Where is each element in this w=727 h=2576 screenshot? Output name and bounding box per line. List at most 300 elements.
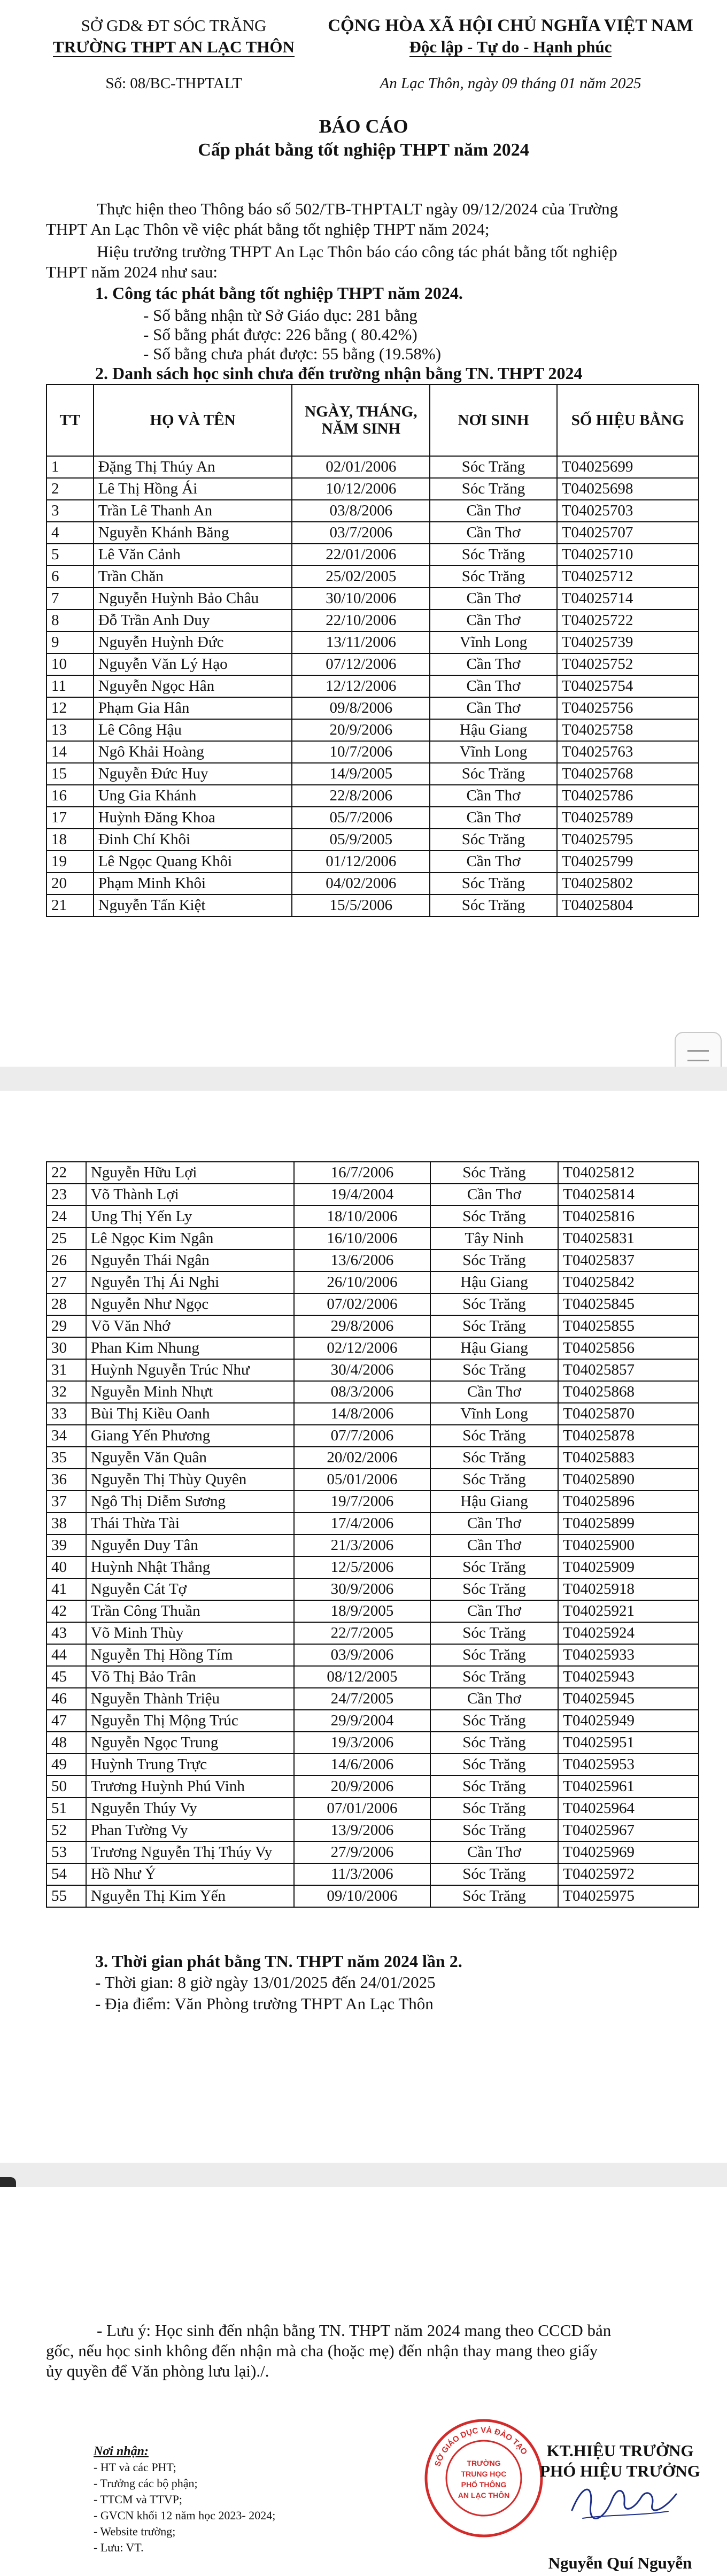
row-number: 14 — [47, 741, 94, 763]
diploma-number: T04025752 — [557, 653, 699, 675]
hamburger-menu-icon — [687, 1050, 709, 1052]
handwritten-signature — [561, 2473, 684, 2532]
student-name: Nguyễn Văn Quân — [86, 1447, 294, 1469]
table-row — [47, 829, 699, 851]
country-name: CỘNG HÒA XÃ HỘI CHỦ NGHĨA VIỆT NAM — [328, 16, 693, 35]
diploma-number: T04025842 — [558, 1271, 699, 1293]
note-line-2: gốc, nếu học sinh không đến nhận mà cha (hoặc mẹ) đến nhận thay mang theo giấy — [46, 2341, 598, 2360]
row-number: 30 — [47, 1337, 86, 1359]
birth-date: 30/4/2006 — [294, 1359, 430, 1381]
row-number: 12 — [47, 697, 94, 719]
table-header-row — [47, 384, 699, 456]
birth-date: 13/9/2006 — [294, 1819, 430, 1841]
diploma-number: T04025763 — [557, 741, 699, 763]
birth-place: Sóc Trăng — [430, 1359, 559, 1381]
birth-place: Sóc Trăng — [430, 1469, 559, 1491]
student-name: Nguyễn Cát Tợ — [86, 1578, 294, 1600]
table-row — [47, 1841, 699, 1863]
student-name: Lê Văn Cảnh — [94, 544, 292, 566]
birth-place: Sóc Trăng — [430, 1250, 559, 1271]
birth-place: Vĩnh Long — [430, 741, 556, 763]
student-name: Ngô Thị Diễm Sương — [86, 1491, 294, 1513]
row-number: 36 — [47, 1469, 86, 1491]
row-number: 32 — [47, 1381, 86, 1403]
header-birthplace: NƠI SINH — [430, 384, 556, 456]
birth-date: 14/8/2006 — [294, 1403, 430, 1425]
distribution-time: - Thời gian: 8 giờ ngày 13/01/2025 đến 24/01/2025 — [95, 1973, 436, 1992]
birth-date: 16/7/2006 — [294, 1162, 430, 1184]
diploma-number: T04025795 — [557, 829, 699, 851]
diploma-number: T04025899 — [558, 1513, 699, 1534]
row-number: 47 — [47, 1710, 86, 1732]
birth-place: Hậu Giang — [430, 1491, 559, 1513]
table-row — [47, 1776, 699, 1798]
row-number: 34 — [47, 1425, 86, 1447]
student-name: Phan Tường Vy — [86, 1819, 294, 1841]
birth-place: Cần Thơ — [430, 1184, 559, 1206]
student-name: Nguyễn Minh Nhựt — [86, 1381, 294, 1403]
diploma-number: T04025900 — [558, 1534, 699, 1556]
student-name: Nguyễn Thị Mộng Trúc — [86, 1710, 294, 1732]
table-row — [47, 500, 699, 522]
birth-date: 22/01/2006 — [292, 544, 430, 566]
student-name: Huỳnh Trung Trực — [86, 1754, 294, 1776]
signature-title-line-1: KT.HIỆU TRƯỞNG — [546, 2441, 694, 2460]
table-row — [47, 1556, 699, 1578]
table-row — [47, 1600, 699, 1622]
table-row — [47, 1863, 699, 1885]
stamp-ring-text: SỞ GIÁO DỤC VÀ ĐÀO TẠO — [433, 2425, 529, 2468]
student-name: Lê Ngọc Kim Ngân — [86, 1228, 294, 1250]
birth-place: Cần Thơ — [430, 1600, 559, 1622]
table-row — [47, 741, 699, 763]
row-number: 15 — [47, 763, 94, 785]
birth-date: 05/7/2006 — [292, 807, 430, 829]
note-line-1: - Lưu ý: Học sinh đến nhận bằng TN. THPT năm 2024 mang theo CCCD bản — [97, 2321, 612, 2340]
table-row — [47, 1315, 699, 1337]
document-number: Số: 08/BC-THPTALT — [105, 75, 242, 92]
row-number: 40 — [47, 1556, 86, 1578]
birth-date: 07/02/2006 — [294, 1293, 430, 1315]
birth-date: 01/12/2006 — [292, 851, 430, 873]
national-motto: Độc lập - Tự do - Hạnh phúc — [409, 37, 612, 56]
birth-place: Cần Thơ — [430, 653, 556, 675]
birth-date: 19/3/2006 — [294, 1732, 430, 1754]
table-row — [47, 1578, 699, 1600]
recipient-item: - Trưởng các bộ phận; — [94, 2477, 198, 2490]
diploma-number: T04025964 — [558, 1798, 699, 1819]
table-row — [47, 1162, 699, 1184]
birth-date: 14/6/2006 — [294, 1754, 430, 1776]
birth-date: 02/01/2006 — [292, 456, 430, 478]
document-date: An Lạc Thôn, ngày 09 tháng 01 năm 2025 — [380, 75, 641, 92]
birth-place: Sóc Trăng — [430, 1447, 559, 1469]
section-2-heading: 2. Danh sách học sinh chưa đến trường nhận bằng TN. THPT 2024 — [95, 364, 583, 383]
table-row — [47, 1644, 699, 1666]
diploma-number: T04025754 — [557, 675, 699, 697]
row-number: 18 — [47, 829, 94, 851]
school-name: TRƯỜNG THPT AN LẠC THÔN — [53, 37, 295, 56]
student-name: Võ Văn Nhớ — [86, 1315, 294, 1337]
birth-date: 09/10/2006 — [294, 1885, 430, 1907]
students-table-part-2 — [46, 1161, 699, 1908]
row-number: 42 — [47, 1600, 86, 1622]
birth-date: 07/7/2006 — [294, 1425, 430, 1447]
row-number: 33 — [47, 1403, 86, 1425]
row-number: 44 — [47, 1644, 86, 1666]
student-name: Lê Thị Hồng Ái — [94, 478, 292, 500]
table-row — [47, 1513, 699, 1534]
row-number: 35 — [47, 1447, 86, 1469]
birth-date: 13/6/2006 — [294, 1250, 430, 1271]
header-tt: TT — [47, 384, 94, 456]
row-number: 54 — [47, 1863, 86, 1885]
birth-date: 22/8/2006 — [292, 785, 430, 807]
row-number: 8 — [47, 610, 94, 631]
intro-paragraph-2 — [46, 242, 703, 282]
row-number: 7 — [47, 588, 94, 610]
student-name: Ung Gia Khánh — [94, 785, 292, 807]
intro-p2-line2: THPT năm 2024 như sau: — [46, 263, 218, 281]
table-row — [47, 1184, 699, 1206]
diploma-number: T04025924 — [558, 1622, 699, 1644]
stamp-line: PHỔ THÔNG — [461, 2480, 507, 2489]
row-number: 24 — [47, 1206, 86, 1228]
student-name: Giang Yến Phương — [86, 1425, 294, 1447]
header-name: HỌ VÀ TÊN — [94, 384, 292, 456]
student-name: Huỳnh Đăng Khoa — [94, 807, 292, 829]
diploma-number: T04025878 — [558, 1425, 699, 1447]
birth-place: Sóc Trăng — [430, 1732, 559, 1754]
bullet-received: - Số bằng nhận từ Sở Giáo dục: 281 bằng — [143, 306, 417, 325]
table-row — [47, 1359, 699, 1381]
table-row — [47, 1688, 699, 1710]
birth-place: Vĩnh Long — [430, 631, 556, 653]
student-name: Võ Thị Bảo Trân — [86, 1666, 294, 1688]
row-number: 10 — [47, 653, 94, 675]
diploma-number: T04025933 — [558, 1644, 699, 1666]
student-name: Nguyễn Văn Lý Hạo — [94, 653, 292, 675]
row-number: 45 — [47, 1666, 86, 1688]
table-row — [47, 1754, 699, 1776]
student-name: Huỳnh Nguyễn Trúc Như — [86, 1359, 294, 1381]
diploma-number: T04025870 — [558, 1403, 699, 1425]
recipient-item: - Website trường; — [94, 2525, 176, 2538]
table-row — [47, 1206, 699, 1228]
birth-place: Sóc Trăng — [430, 1556, 559, 1578]
diploma-number: T04025707 — [557, 522, 699, 544]
table-row — [47, 1250, 699, 1271]
birth-date: 05/01/2006 — [294, 1469, 430, 1491]
birth-date: 29/8/2006 — [294, 1315, 430, 1337]
birth-place: Cần Thơ — [430, 675, 556, 697]
table-row — [47, 653, 699, 675]
birth-place: Sóc Trăng — [430, 1578, 559, 1600]
page-gap — [0, 2163, 727, 2187]
student-name: Hồ Như Ý — [86, 1863, 294, 1885]
intro-p2-line1: Hiệu trưởng trường THPT An Lạc Thôn báo cáo công tác phát bằng tốt nghiệp — [97, 242, 617, 261]
document-title: BÁO CÁO — [319, 115, 408, 137]
student-name: Nguyễn Khánh Băng — [94, 522, 292, 544]
row-number: 52 — [47, 1819, 86, 1841]
student-name: Nguyễn Thái Ngân — [86, 1250, 294, 1271]
birth-place: Sóc Trăng — [430, 1425, 559, 1447]
row-number: 1 — [47, 456, 94, 478]
birth-place: Sóc Trăng — [430, 1710, 559, 1732]
row-number: 4 — [47, 522, 94, 544]
birth-place: Sóc Trăng — [430, 1819, 559, 1841]
diploma-number: T04025951 — [558, 1732, 699, 1754]
diploma-number: T04025768 — [557, 763, 699, 785]
table-row — [47, 1293, 699, 1315]
birth-date: 22/7/2005 — [294, 1622, 430, 1644]
section-3-heading: 3. Thời gian phát bằng TN. THPT năm 2024 lần 2. — [95, 1952, 462, 1971]
student-name: Lê Ngọc Quang Khôi — [94, 851, 292, 873]
diploma-number: T04025714 — [557, 588, 699, 610]
row-number: 9 — [47, 631, 94, 653]
table-row — [47, 1666, 699, 1688]
table-row — [47, 631, 699, 653]
national-header — [315, 15, 706, 58]
birth-place: Sóc Trăng — [430, 1622, 559, 1644]
intro-p1-line2: THPT An Lạc Thôn về việc phát bằng tốt nghiệp THPT năm 2024; — [46, 220, 490, 238]
recipients-block — [94, 2443, 372, 2556]
signer-name: Nguyễn Quí Nguyễn — [548, 2554, 692, 2572]
birth-place: Hậu Giang — [430, 1271, 559, 1293]
birth-date: 09/8/2006 — [292, 697, 430, 719]
table-row — [47, 1710, 699, 1732]
row-number: 19 — [47, 851, 94, 873]
table-row — [47, 1381, 699, 1403]
row-number: 2 — [47, 478, 94, 500]
birth-place: Sóc Trăng — [430, 1162, 559, 1184]
birth-place: Cần Thơ — [430, 697, 556, 719]
student-name: Nguyễn Hữu Lợi — [86, 1162, 294, 1184]
diploma-number: T04025918 — [558, 1578, 699, 1600]
birth-date: 18/9/2005 — [294, 1600, 430, 1622]
diploma-number: T04025945 — [558, 1688, 699, 1710]
table-row — [47, 807, 699, 829]
table-row — [47, 785, 699, 807]
birth-date: 14/9/2005 — [292, 763, 430, 785]
diploma-number: T04025975 — [558, 1885, 699, 1907]
birth-place: Cần Thơ — [430, 785, 556, 807]
student-name: Nguyễn Thị Kim Yến — [86, 1885, 294, 1907]
recipient-item: - TTCM và TTVP; — [94, 2493, 183, 2506]
diploma-number: T04025972 — [558, 1863, 699, 1885]
student-name: Nguyễn Huỳnh Đức — [94, 631, 292, 653]
birth-date: 20/9/2006 — [292, 719, 430, 741]
birth-date: 19/4/2004 — [294, 1184, 430, 1206]
diploma-number: T04025883 — [558, 1447, 699, 1469]
birth-place: Sóc Trăng — [430, 1293, 559, 1315]
birth-place: Cần Thơ — [430, 522, 556, 544]
birth-place: Sóc Trăng — [430, 1206, 559, 1228]
student-name: Nguyễn Duy Tân — [86, 1534, 294, 1556]
birth-place: Sóc Trăng — [430, 829, 556, 851]
student-name: Nguyễn Ngọc Hân — [94, 675, 292, 697]
row-number: 53 — [47, 1841, 86, 1863]
row-number: 13 — [47, 719, 94, 741]
row-number: 3 — [47, 500, 94, 522]
birth-date: 11/3/2006 — [294, 1863, 430, 1885]
table-row — [47, 1622, 699, 1644]
row-number: 50 — [47, 1776, 86, 1798]
row-number: 39 — [47, 1534, 86, 1556]
birth-date: 25/02/2005 — [292, 566, 430, 588]
bullet-not-issued: - Số bằng chưa phát được: 55 bằng (19.58%) — [143, 344, 442, 363]
birth-date: 22/10/2006 — [292, 610, 430, 631]
diploma-number: T04025967 — [558, 1819, 699, 1841]
birth-date: 19/7/2006 — [294, 1491, 430, 1513]
student-name: Đinh Chí Khôi — [94, 829, 292, 851]
birth-place: Sóc Trăng — [430, 894, 556, 916]
row-number: 43 — [47, 1622, 86, 1644]
table-row — [47, 610, 699, 631]
birth-place: Vĩnh Long — [430, 1403, 559, 1425]
diploma-number: T04025837 — [558, 1250, 699, 1271]
table-row — [47, 719, 699, 741]
diploma-number: T04025921 — [558, 1600, 699, 1622]
diploma-number: T04025699 — [557, 456, 699, 478]
diploma-number: T04025789 — [557, 807, 699, 829]
recipient-item: - HT và các PHT; — [94, 2461, 176, 2474]
diploma-number: T04025949 — [558, 1710, 699, 1732]
student-name: Võ Minh Thùy — [86, 1622, 294, 1644]
student-name: Nguyễn Thị Hồng Tím — [86, 1644, 294, 1666]
diploma-number: T04025953 — [558, 1754, 699, 1776]
birth-place: Hậu Giang — [430, 1337, 559, 1359]
row-number: 55 — [47, 1885, 86, 1907]
birth-place: Cần Thơ — [430, 851, 556, 873]
diploma-number: T04025816 — [558, 1206, 699, 1228]
row-number: 48 — [47, 1732, 86, 1754]
birth-date: 08/12/2005 — [294, 1666, 430, 1688]
student-name: Trần Chăn — [94, 566, 292, 588]
birth-place: Cần Thơ — [430, 1513, 559, 1534]
student-name: Nguyễn Như Ngọc — [86, 1293, 294, 1315]
diploma-number: T04025855 — [558, 1315, 699, 1337]
table-row — [47, 588, 699, 610]
diploma-number: T04025969 — [558, 1841, 699, 1863]
birth-date: 20/9/2006 — [294, 1776, 430, 1798]
stamp-line: TRUNG HỌC — [461, 2470, 507, 2478]
diploma-number: T04025909 — [558, 1556, 699, 1578]
student-name: Thái Thừa Tài — [86, 1513, 294, 1534]
student-name: Ngô Khải Hoàng — [94, 741, 292, 763]
row-number: 28 — [47, 1293, 86, 1315]
row-number: 38 — [47, 1513, 86, 1534]
diploma-number: T04025831 — [558, 1228, 699, 1250]
recipients-heading: Nơi nhận: — [94, 2444, 149, 2458]
table-row — [47, 1425, 699, 1447]
diploma-number: T04025710 — [557, 544, 699, 566]
student-name: Trương Nguyễn Thị Thúy Vy — [86, 1841, 294, 1863]
table-row — [47, 873, 699, 894]
birth-date: 12/5/2006 — [294, 1556, 430, 1578]
birth-place: Sóc Trăng — [430, 873, 556, 894]
stamp-line: AN LẠC THÔN — [458, 2491, 510, 2500]
birth-place: Hậu Giang — [430, 719, 556, 741]
diploma-number: T04025961 — [558, 1776, 699, 1798]
diploma-number: T04025703 — [557, 500, 699, 522]
diploma-number: T04025856 — [558, 1337, 699, 1359]
birth-date: 12/12/2006 — [292, 675, 430, 697]
student-name: Trương Huỳnh Phú Vinh — [86, 1776, 294, 1798]
row-number: 46 — [47, 1688, 86, 1710]
birth-date: 10/7/2006 — [292, 741, 430, 763]
birth-date: 17/4/2006 — [294, 1513, 430, 1534]
signature-title-line-2: PHÓ HIỆU TRƯỞNG — [540, 2462, 700, 2480]
diploma-number: T04025868 — [558, 1381, 699, 1403]
birth-place: Sóc Trăng — [430, 1315, 559, 1337]
recipient-item: - Lưu: VT. — [94, 2541, 144, 2554]
birth-date: 16/10/2006 — [294, 1228, 430, 1250]
diploma-number: T04025799 — [557, 851, 699, 873]
birth-place: Cần Thơ — [430, 1381, 559, 1403]
student-name: Nguyễn Thị Ái Nghi — [86, 1271, 294, 1293]
student-name: Nguyễn Thị Thùy Quyên — [86, 1469, 294, 1491]
row-number: 16 — [47, 785, 94, 807]
document-subtitle: Cấp phát bằng tốt nghiệp THPT năm 2024 — [198, 140, 529, 160]
birth-place: Cần Thơ — [430, 610, 556, 631]
birth-date: 07/01/2006 — [294, 1798, 430, 1819]
note-paragraph — [46, 2320, 703, 2381]
distribution-place: - Địa điểm: Văn Phòng trường THPT An Lạc Thôn — [95, 1994, 434, 2013]
student-name: Đặng Thị Thúy An — [94, 456, 292, 478]
document-page-2 — [0, 1091, 727, 2163]
birth-place: Cần Thơ — [430, 500, 556, 522]
birth-date: 07/12/2006 — [292, 653, 430, 675]
diploma-number: T04025722 — [557, 610, 699, 631]
row-number: 22 — [47, 1162, 86, 1184]
diploma-number: T04025943 — [558, 1666, 699, 1688]
birth-date: 27/9/2006 — [294, 1841, 430, 1863]
birth-date: 10/12/2006 — [292, 478, 430, 500]
diploma-number: T04025857 — [558, 1359, 699, 1381]
birth-date: 30/10/2006 — [292, 588, 430, 610]
birth-date: 03/7/2006 — [292, 522, 430, 544]
row-number: 37 — [47, 1491, 86, 1513]
student-name: Nguyễn Thành Triệu — [86, 1688, 294, 1710]
header-birthdate: NGÀY, THÁNG, NĂM SINH — [292, 384, 430, 456]
table-row — [47, 522, 699, 544]
table-row — [47, 1447, 699, 1469]
student-name: Phạm Minh Khôi — [94, 873, 292, 894]
student-name: Lê Công Hậu — [94, 719, 292, 741]
birth-place: Sóc Trăng — [430, 1798, 559, 1819]
student-name: Nguyễn Tấn Kiệt — [94, 894, 292, 916]
birth-date: 24/7/2005 — [294, 1688, 430, 1710]
row-number: 17 — [47, 807, 94, 829]
birth-date: 21/3/2006 — [294, 1534, 430, 1556]
row-number: 23 — [47, 1184, 86, 1206]
student-name: Ung Thị Yến Ly — [86, 1206, 294, 1228]
department-name: SỞ GD& ĐT SÓC TRĂNG — [81, 16, 267, 35]
student-name: Nguyễn Đức Huy — [94, 763, 292, 785]
birth-place: Sóc Trăng — [430, 1885, 559, 1907]
document-page-1 — [0, 0, 727, 1067]
birth-place: Sóc Trăng — [430, 478, 556, 500]
birth-date: 15/5/2006 — [292, 894, 430, 916]
diploma-number: T04025804 — [557, 894, 699, 916]
birth-date: 05/9/2005 — [292, 829, 430, 851]
header-diploma-number: SỐ HIỆU BẰNG — [557, 384, 699, 456]
row-number: 6 — [47, 566, 94, 588]
row-number: 41 — [47, 1578, 86, 1600]
table-row — [47, 1469, 699, 1491]
row-number: 26 — [47, 1250, 86, 1271]
